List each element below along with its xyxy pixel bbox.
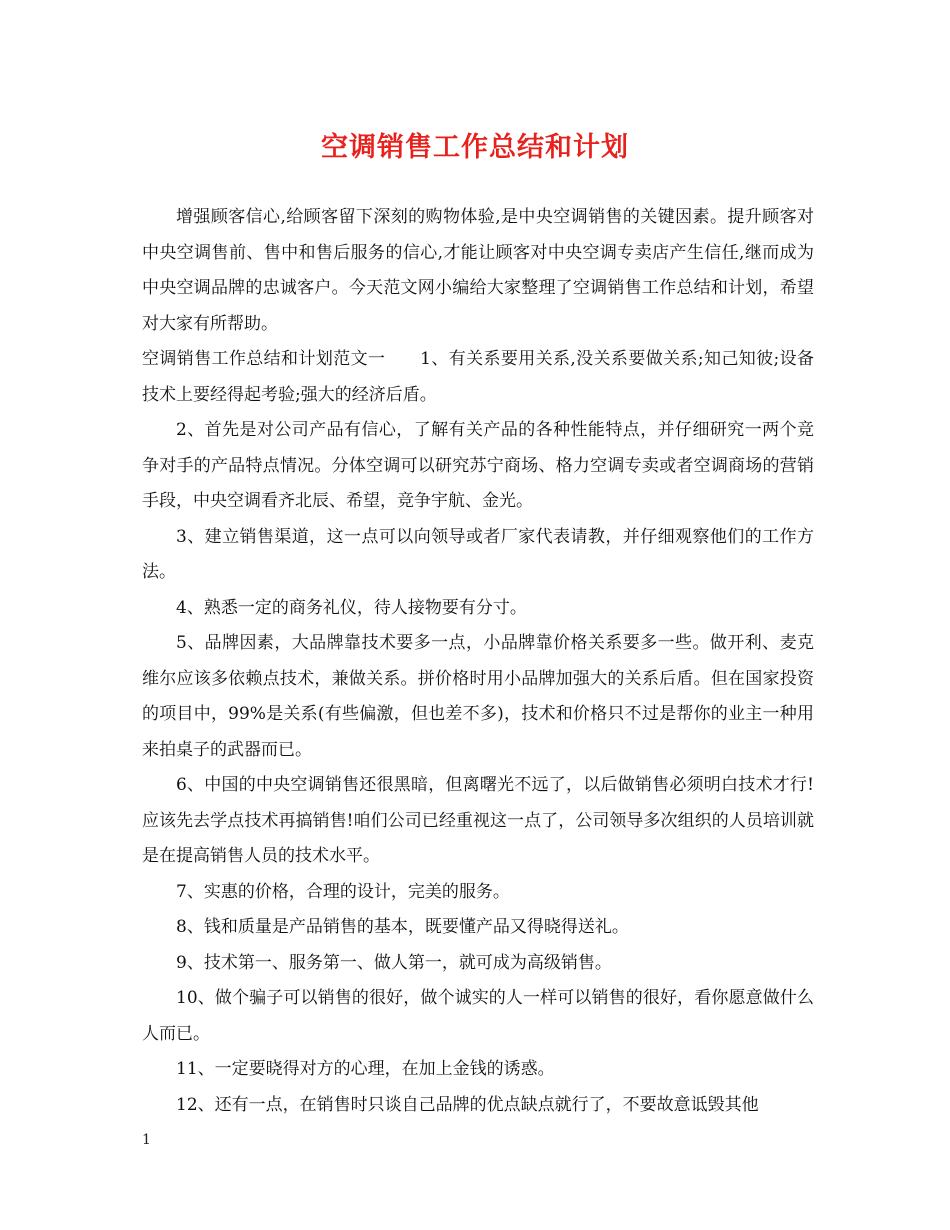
document-body [142,200,814,1123]
paragraph-item-2: 2、首先是对公司产品有信心，了解有关产品的各种性能特点，并仔细研究一两个竞争对手的产品特点情况。分体空调可以研究苏宁商场、格力空调专卖或者空调商场的营销手段，中央空调看齐北辰、希望，竞争宇航、金光。 [142,420,814,511]
paragraph-item-8: 8、钱和质量是产品销售的基本，既要懂产品又得晓得送礼。 [176,917,629,937]
paragraph-item-3: 3、建立销售渠道，这一点可以向领导或者厂家代表请教，并仔细观察他们的工作方法。 [142,526,814,582]
paragraph-item-10: 10、做个骗子可以销售的很好，做个诚实的人一样可以销售的很好，看你愿意做什么人而已。 [142,988,814,1044]
paragraph-section-heading: 空调销售工作总结和计划范文一 1、有关系要用关系,没关系要做关系;知己知彼;设备技术上要经得起考验;强大的经济后盾。 [142,349,814,405]
paragraph-item-7: 7、实惠的价格，合理的设计，完美的服务。 [176,881,510,902]
page-number: 1 [142,1132,151,1148]
page-title: 空调销售工作总结和计划 [321,132,629,163]
paragraph-item-6: 6、中国的中央空调销售还很黑暗，但离曙光不远了，以后做销售必须明白技术才行!应该先去学点技术再搞销售!咱们公司已经重视这一点了，公司领导多次组织的人员培训就是在提高销售人员的技术水平。 [142,775,814,866]
paragraph-item-12: 12、还有一点，在销售时只谈自己品牌的优点缺点就行了，不要故意诋毁其他 [176,1094,759,1115]
paragraph-item-5: 5、品牌因素，大品牌靠技术要多一点，小品牌靠价格关系要多一些。做开利、麦克维尔应该多依赖点技术，兼做关系。拼价格时用小品牌加强大的关系后盾。但在国家投资的项目中，99%是关系(有些偏激，但也差不多)，技术和价格只不过是帮你的业主一种用来拍桌子的武器而已。 [142,633,814,760]
paragraph-item-9: 9、技术第一、服务第一、做人第一，就可成为高级销售。 [176,952,612,973]
paragraph-item-11: 11、一定要晓得对方的心理，在加上金钱的诱惑。 [176,1059,555,1079]
paragraph-item-4: 4、熟悉一定的商务礼仪，待人接物要有分寸。 [176,597,527,618]
paragraph-intro: 增强顾客信心,给顾客留下深刻的购物体验,是中央空调销售的关键因素。提升顾客对中央空调售前、售中和售后服务的信心,才能让顾客对中央空调专卖店产生信任,继而成为中央空调品牌的忠诚客户。今天范文网小编给大家整理了空调销售工作总结和计划，希望对大家有所帮助。 [142,207,814,334]
